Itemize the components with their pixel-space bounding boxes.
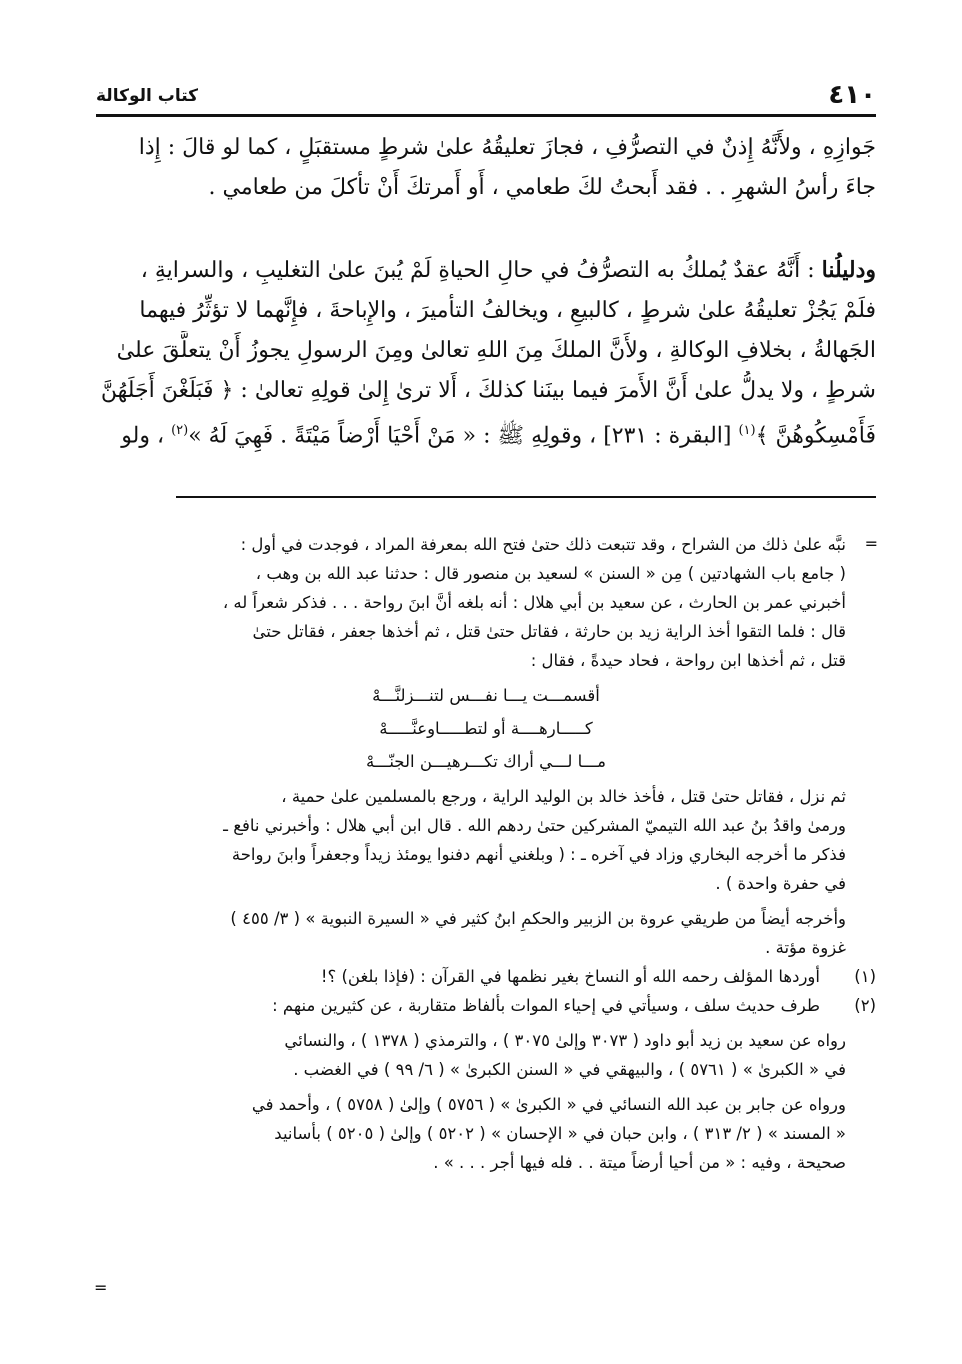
- header-rule: [96, 114, 876, 117]
- page-number: ٤١٠: [828, 80, 876, 110]
- footnote-after-poem: [96, 782, 876, 898]
- note-line: نبَّه علىٰ ذلك من الشراح ، وقد تتبعت ذلك حتىٰ فتح الله بمعرفة المراد ، فوجدت في أول :: [240, 535, 846, 554]
- note-line: قتل ، ثم أخذها ابن رواحة ، فحاد حيدةً ، فقال :: [530, 651, 846, 670]
- main-paragraph-2: [96, 250, 876, 456]
- running-title: كتاب الوكالة: [96, 86, 199, 106]
- note-line: أوردها المؤلف رحمه الله أو النساخ بغير نظمها في القرآن : (فإذا بلغن) ؟!: [320, 967, 820, 986]
- poem: [96, 679, 876, 778]
- footnote-2-para-1: [96, 1026, 876, 1084]
- continuation-mark-end: =: [94, 1278, 108, 1297]
- footnote-ref-2[interactable]: (٢): [171, 423, 189, 438]
- text-run: [البقرة : ٢٣١] ، وقولِهِ ﷺ : « مَنْ أَحْيَا أَرْضاً مَيْتَةً . فَهِيَ لَهُ »: [188, 423, 739, 449]
- note-line: صحيحة ، وفيه : « من أحيا أرضاً ميتة . . فله فيها أجر . . . » .: [433, 1153, 846, 1172]
- continuation-mark: =: [864, 534, 878, 553]
- text-line: جَوازِهِ ، ولأَنَّهُ إِذنٌ في التصرُّفِ ، فجازَ تعليقُهُ علىٰ شرطٍ مستقبَلٍ ، كما لو قالَ : إِذا: [138, 135, 876, 160]
- footnotes: [96, 530, 876, 1177]
- footnote-also: [96, 904, 876, 962]
- note-line: ثم نزل ، فقاتل حتىٰ قتل ، فأخذ خالد بن الوليد الراية ، ورجع بالمسلمين علىٰ حمية ،: [281, 787, 846, 806]
- poem-verse: كـــــارهــــة أو لتطـــــاوعنَّـــــهْ: [379, 719, 593, 738]
- note-line: وأخرجه أيضاً من طريقي عروة بن الزبير والحكمِ ابنُ كثير في « السيرة النبوية » ( ٣/ ٤٥٥ ): [230, 909, 846, 928]
- note-line: في « الكبرىٰ » ( ٥٧٦١ ) ، والبيهقي في « السنن الكبرىٰ » ( ٦/ ٩٩ ) في الغضب .: [293, 1060, 846, 1079]
- text-run: ، ولو: [121, 423, 172, 449]
- text-line: [96, 411, 876, 456]
- note-line: ( جامع باب الشهادتين ) مِن « السنن » لسعيد بن منصور قال : حدثنا عبد الله بن وهب ،: [255, 564, 846, 583]
- note-line: في حفرة واحدة ) .: [715, 874, 846, 893]
- text-line: الجَهالةُ ، بخلافِ الوكالةِ ، ولأَنَّ الملكَ مِنَ اللهِ تعالىٰ ومِنَ الرسولِ يجوزُ أَنْ يتعلَّقَ علىٰ: [116, 338, 876, 363]
- footnote-intro: [96, 530, 876, 675]
- text-line: شرطٍ ، ولا يدلُّ علىٰ أَنَّ الأَمرَ فيما بينَنا كذلكَ ، أَلا ترىٰ إِلىٰ قولِهِ تعالىٰ : ﴿ فَبَلَغْنَ أَجَلَهُنَّ: [100, 378, 876, 403]
- main-paragraph-1: [96, 128, 876, 208]
- paragraph-lead: ودليلُنا: [821, 257, 876, 283]
- text-line: [96, 250, 876, 291]
- note-line: طرف حديث سلف ، وسيأتي في إحياء الموات بألفاظ متقاربة ، عن كثيرين منهم :: [272, 996, 820, 1015]
- note-line: قال : فلما التقوا أخذ الراية زيد بن حارثة ، فقاتل حتىٰ قتل ، ثم أخذها جعفر ، فقاتل حتىٰ: [252, 622, 846, 641]
- footnote-1: [96, 962, 876, 991]
- footnote-number: (١): [854, 967, 876, 986]
- poem-verse: مـــا لـــي أراك تكـــرهيـــن الجنّـــهْ: [365, 752, 606, 771]
- footnote-ref-1[interactable]: (١): [738, 423, 756, 438]
- note-line: رواه عن سعيد بن زيد أبو داود ( ٣٠٧٣ وإلىٰ ٣٠٧٥ ) ، والترمذي ( ١٣٧٨ ) ، والنسائي: [284, 1031, 846, 1050]
- text-line: جاءَ رأسُ الشهرِ . . فقد أَبحتُ لكَ طعامي ، أَو أَمرتكَ أَنْ تأكلَ من طعامي .: [208, 175, 876, 200]
- note-line: أخبرني عمر بن الحارث ، عن سعيد بن أبي هلال : أنه بلغه أنَّ ابنَ رواحة . . . فذكر شعراً له ،: [222, 593, 846, 612]
- text-line: فلَمْ يَجُزْ تعليقُهُ علىٰ شرطٍ ، كالبيعِ ، ويخالفُ التأميرَ ، والإِباحةَ ، فإِنَّهما لا تؤثِّرُ فيهما: [139, 298, 876, 323]
- page-header: [96, 76, 876, 112]
- note-line: غزوة مؤتة .: [765, 938, 846, 957]
- note-line: فذكر ما أخرجه البخاري وزاد في آخره ـ : ( وبلغني أنهم دفنوا يومئذ زيداً وجعفراً وابنَ رواحة: [231, 845, 846, 864]
- quran-quote: فَأَمْسِكُوهُنَّ ﴾: [755, 423, 876, 449]
- note-line: ورمىٰ واقدُ بنُ عبد الله التيميّ المشركين حتىٰ ردهم الله . قال ابن أبي هلال : وأخبرني نافع ـ: [223, 816, 846, 835]
- footnote-2: [96, 991, 876, 1020]
- footnote-rule: [176, 496, 876, 498]
- note-line: « المسند » ( ٢/ ٣١٣ ) ، وابن حبان في « الإحسان » ( ٥٢٠٢ ) وإلىٰ ( ٥٢٠٥ ) بأسانيد: [274, 1124, 846, 1143]
- text-run: : أَنَّهُ عقدٌ يُملكُ به التصرُّفُ في حالِ الحياةِ لَمْ يُبنَ علىٰ التغليبِ ، والسرايةِ ،: [140, 258, 822, 283]
- footnote-2-para-2: [96, 1090, 876, 1177]
- poem-verse: أقسمـــت يـــا نفـــس لتنـــزلنَّـــهْ: [372, 686, 600, 705]
- note-line: ورواه عن جابر بن عبد الله النسائي في « الكبرىٰ » ( ٥٧٥٦ ) وإلىٰ ( ٥٧٥٨ ) ، وأحمد في: [251, 1095, 846, 1114]
- footnote-number: (٢): [854, 996, 876, 1015]
